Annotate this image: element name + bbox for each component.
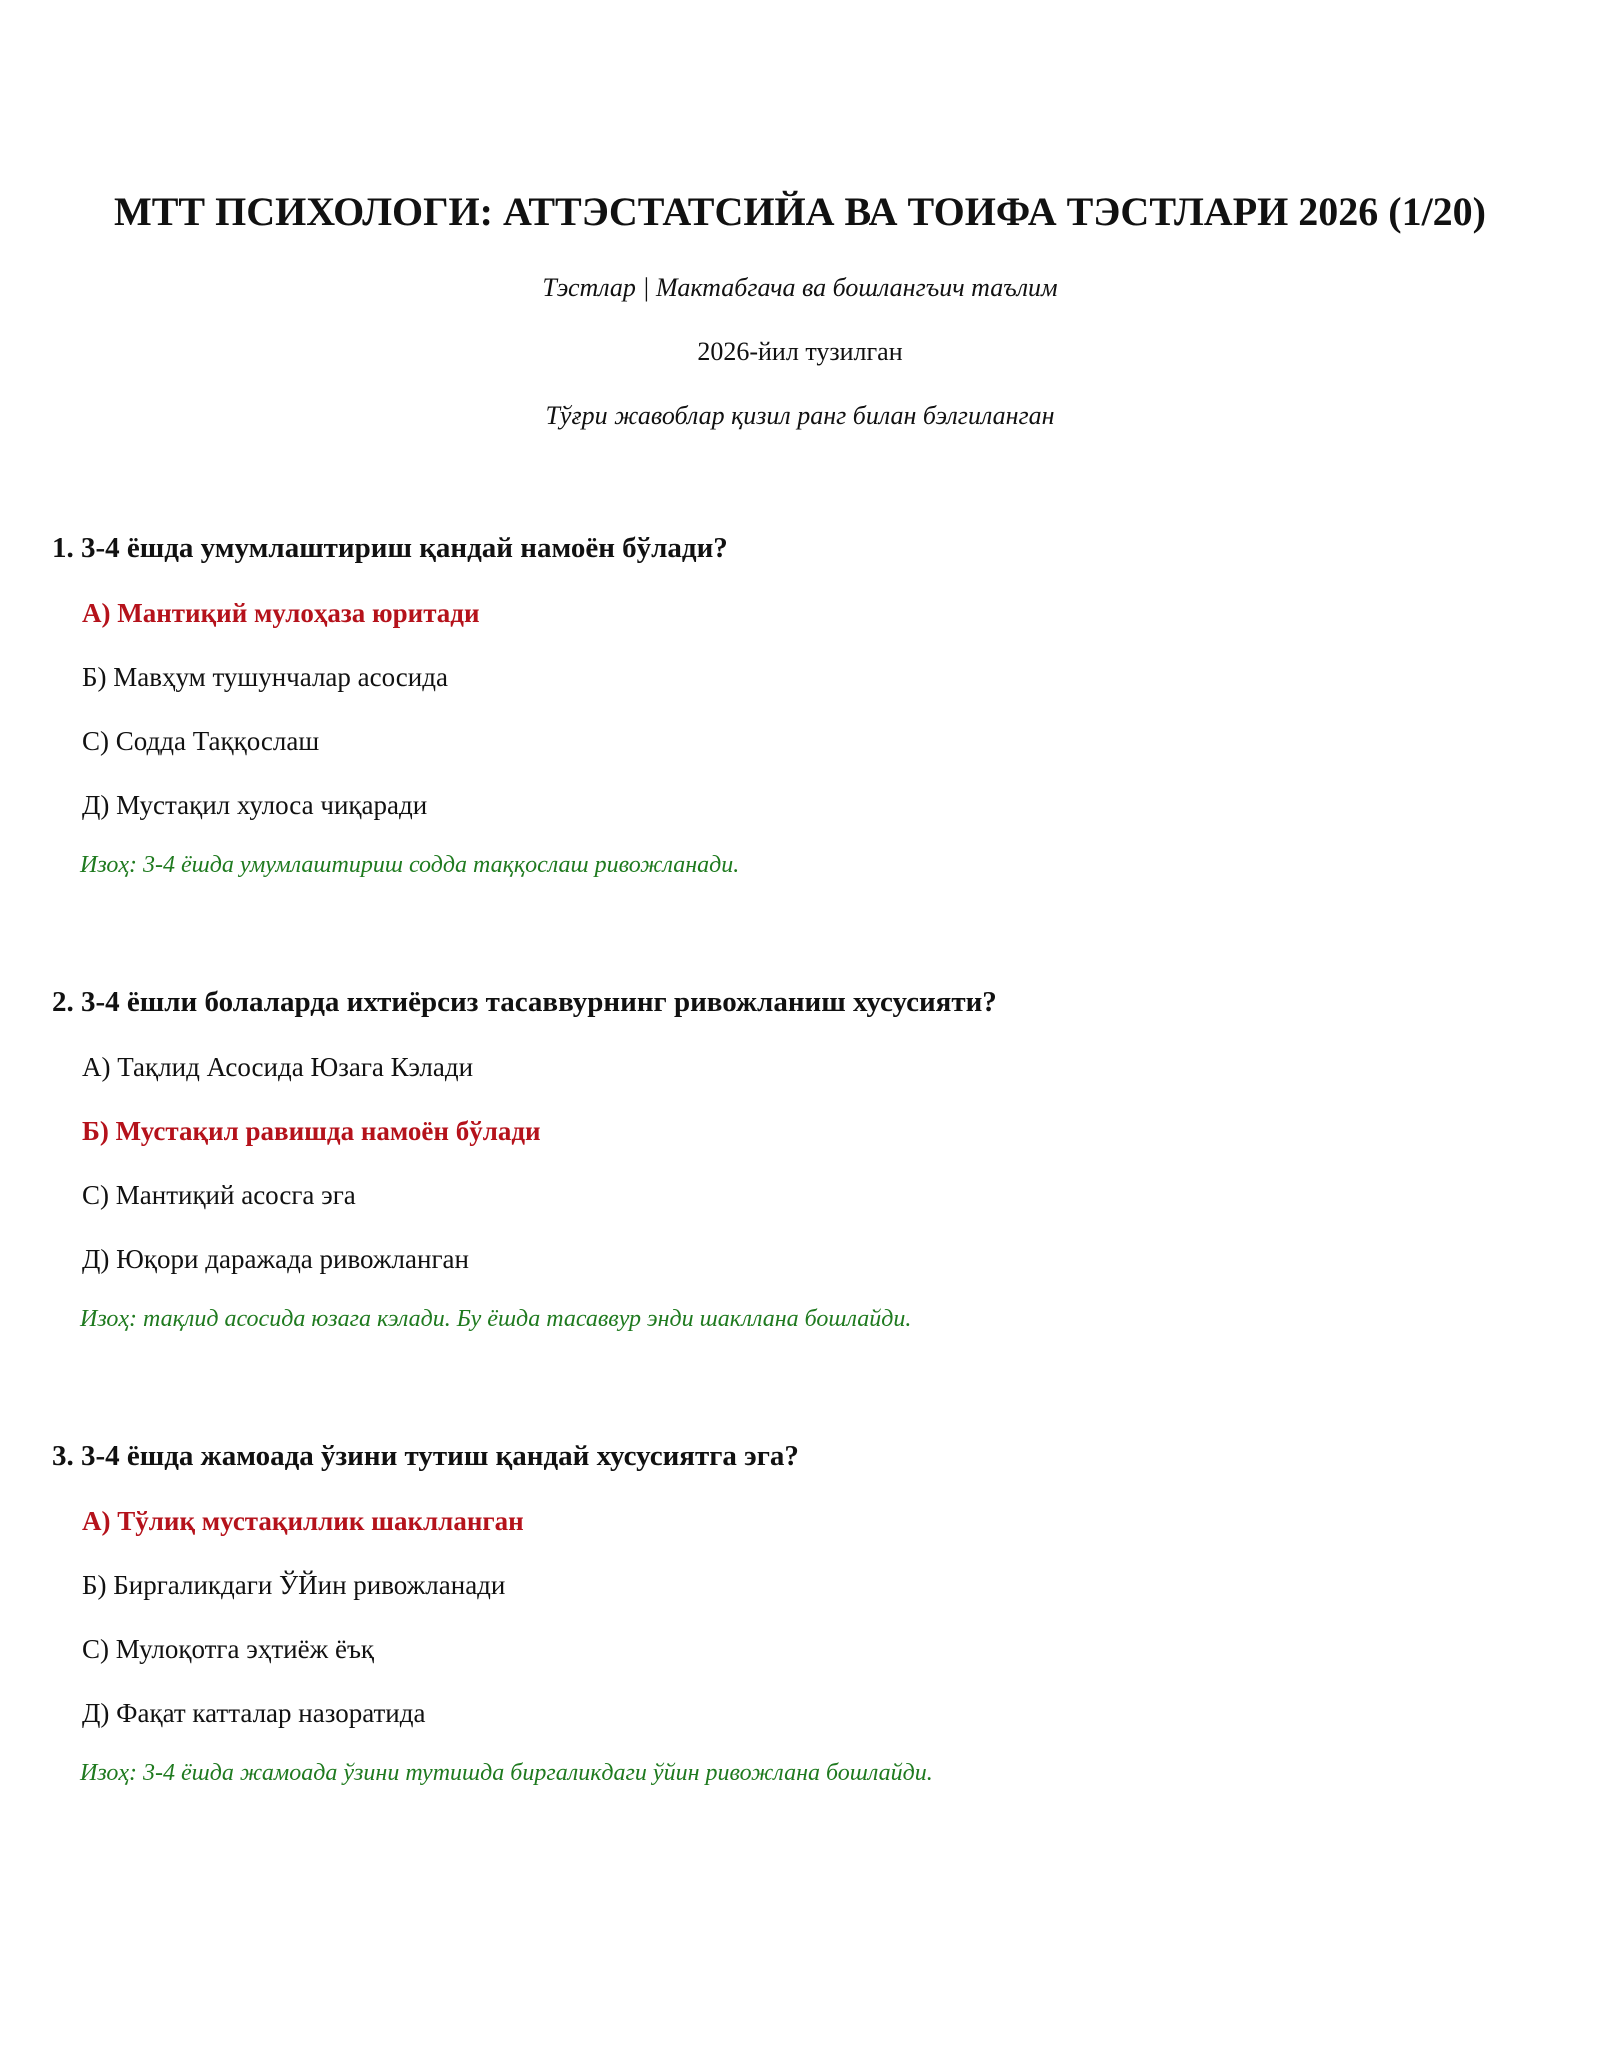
answer-option-b: Б) Биргаликдаги ЎЙин ривожланади: [82, 1570, 506, 1600]
answer-option-a: А) Мантиқий мулоҳаза юритади: [82, 598, 480, 628]
question-2: [52, 984, 1552, 1334]
answer-explanation: Изоҳ: 3-4 ёшда умумлаштириш содда таққослаш ривожланади.: [80, 852, 740, 878]
document-year-line: 2026-йил тузилган: [697, 337, 903, 366]
answer-options: [52, 1504, 1552, 1730]
answer-option-d: Д) Фақат катталар назоратида: [82, 1698, 426, 1728]
answer-option-d: Д) Мустақил хулоса чиқаради: [82, 790, 428, 820]
answer-options: [52, 596, 1552, 822]
answer-explanation: Изоҳ: тақлид асосида юзага кэлади. Бу ёшда тасаввур энди шакллана бошлайди.: [80, 1306, 912, 1332]
answer-option-b: Б) Мустақил равишда намоён бўлади: [82, 1116, 541, 1146]
answer-options: [52, 1050, 1552, 1276]
legend-note: Тўғри жавоблар қизил ранг билан бэлгиланган: [545, 401, 1055, 430]
document-subtitle: Тэстлар | Мактабгача ва бошлангъич таълим: [542, 273, 1058, 302]
answer-option-c: С) Мантиқий асосга эга: [82, 1180, 356, 1210]
question-text: 1. 3-4 ёшда умумлаштириш қандай намоён бўлади?: [52, 532, 728, 564]
question-3: [52, 1438, 1552, 1788]
question-text: 3. 3-4 ёшда жамоада ўзини тутиш қандай хусусиятга эга?: [52, 1440, 799, 1472]
document-title: МТТ ПСИХОЛОГИ: АТТЭСТАТСИЙА ВА ТОИФА ТЭСТЛАРИ 2026 (1/20): [113, 189, 1486, 234]
answer-option-a: А) Тўлиқ мустақиллик шаклланган: [82, 1506, 524, 1536]
answer-option-a: А) Тақлид Асосида Юзага Кэлади: [82, 1052, 474, 1082]
question-1: [52, 530, 1552, 880]
question-text: 2. 3-4 ёшли болаларда ихтиёрсиз тасаввурнинг ривожланиш хусусияти?: [52, 986, 997, 1018]
answer-option-c: С) Мулоқотга эҳтиёж ёъқ: [82, 1634, 375, 1664]
answer-option-c: С) Содда Таққослаш: [82, 726, 320, 756]
answer-explanation: Изоҳ: 3-4 ёшда жамоада ўзини тутишда биргаликдаги ўйин ривожлана бошлайди.: [80, 1760, 933, 1786]
answer-option-d: Д) Юқори даражада ривожланган: [82, 1244, 469, 1274]
answer-option-b: Б) Мавҳум тушунчалар асосида: [82, 662, 448, 692]
